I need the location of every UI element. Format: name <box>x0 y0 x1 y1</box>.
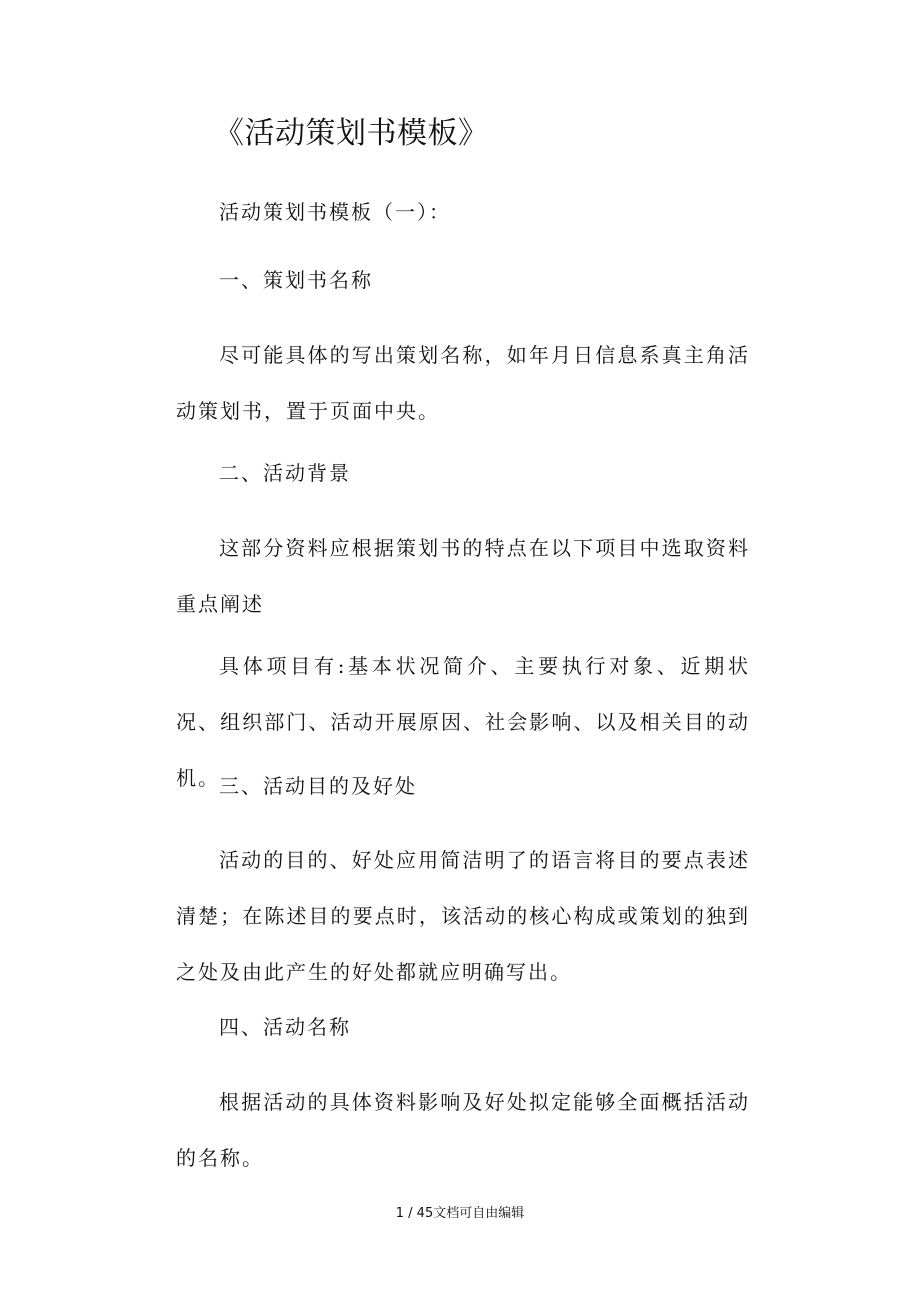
section-3-paragraph-1: 活动的目的、好处应用简洁明了的语言将目的要点表述清楚；在陈述目的要点时，该活动的核心构成或策划的独到之处及由此产生的好处都就应明确写出。 <box>176 848 750 984</box>
document-subtitle: 活动策划书模板（一）： <box>219 200 451 224</box>
section-heading-3: 三、活动目的及好处 <box>219 774 417 798</box>
document-title: 《活动策划书模板》 <box>214 116 489 151</box>
section-2-paragraph-2: 具体项目有:基本状况简介、主要执行对象、近期状况、组织部门、活动开展原因、社会影响、以及相关目的动机。 <box>176 654 750 790</box>
section-2-paragraph-1: 这部分资料应根据策划书的特点在以下项目中选取资料重点阐述 <box>176 536 750 616</box>
section-1-paragraph-1: 尽可能具体的写出策划名称，如年月日信息系真主角活动策划书，置于页面中央。 <box>176 343 750 423</box>
section-heading-2: 二、活动背景 <box>219 461 351 485</box>
page-footer: 1 / 45文档可自由编辑 <box>395 1206 525 1221</box>
section-heading-1: 一、策划书名称 <box>219 268 373 292</box>
section-4-paragraph-1: 根据活动的具体资料影响及好处拟定能够全面概括活动的名称。 <box>176 1090 750 1170</box>
section-heading-4: 四、活动名称 <box>219 1015 351 1039</box>
